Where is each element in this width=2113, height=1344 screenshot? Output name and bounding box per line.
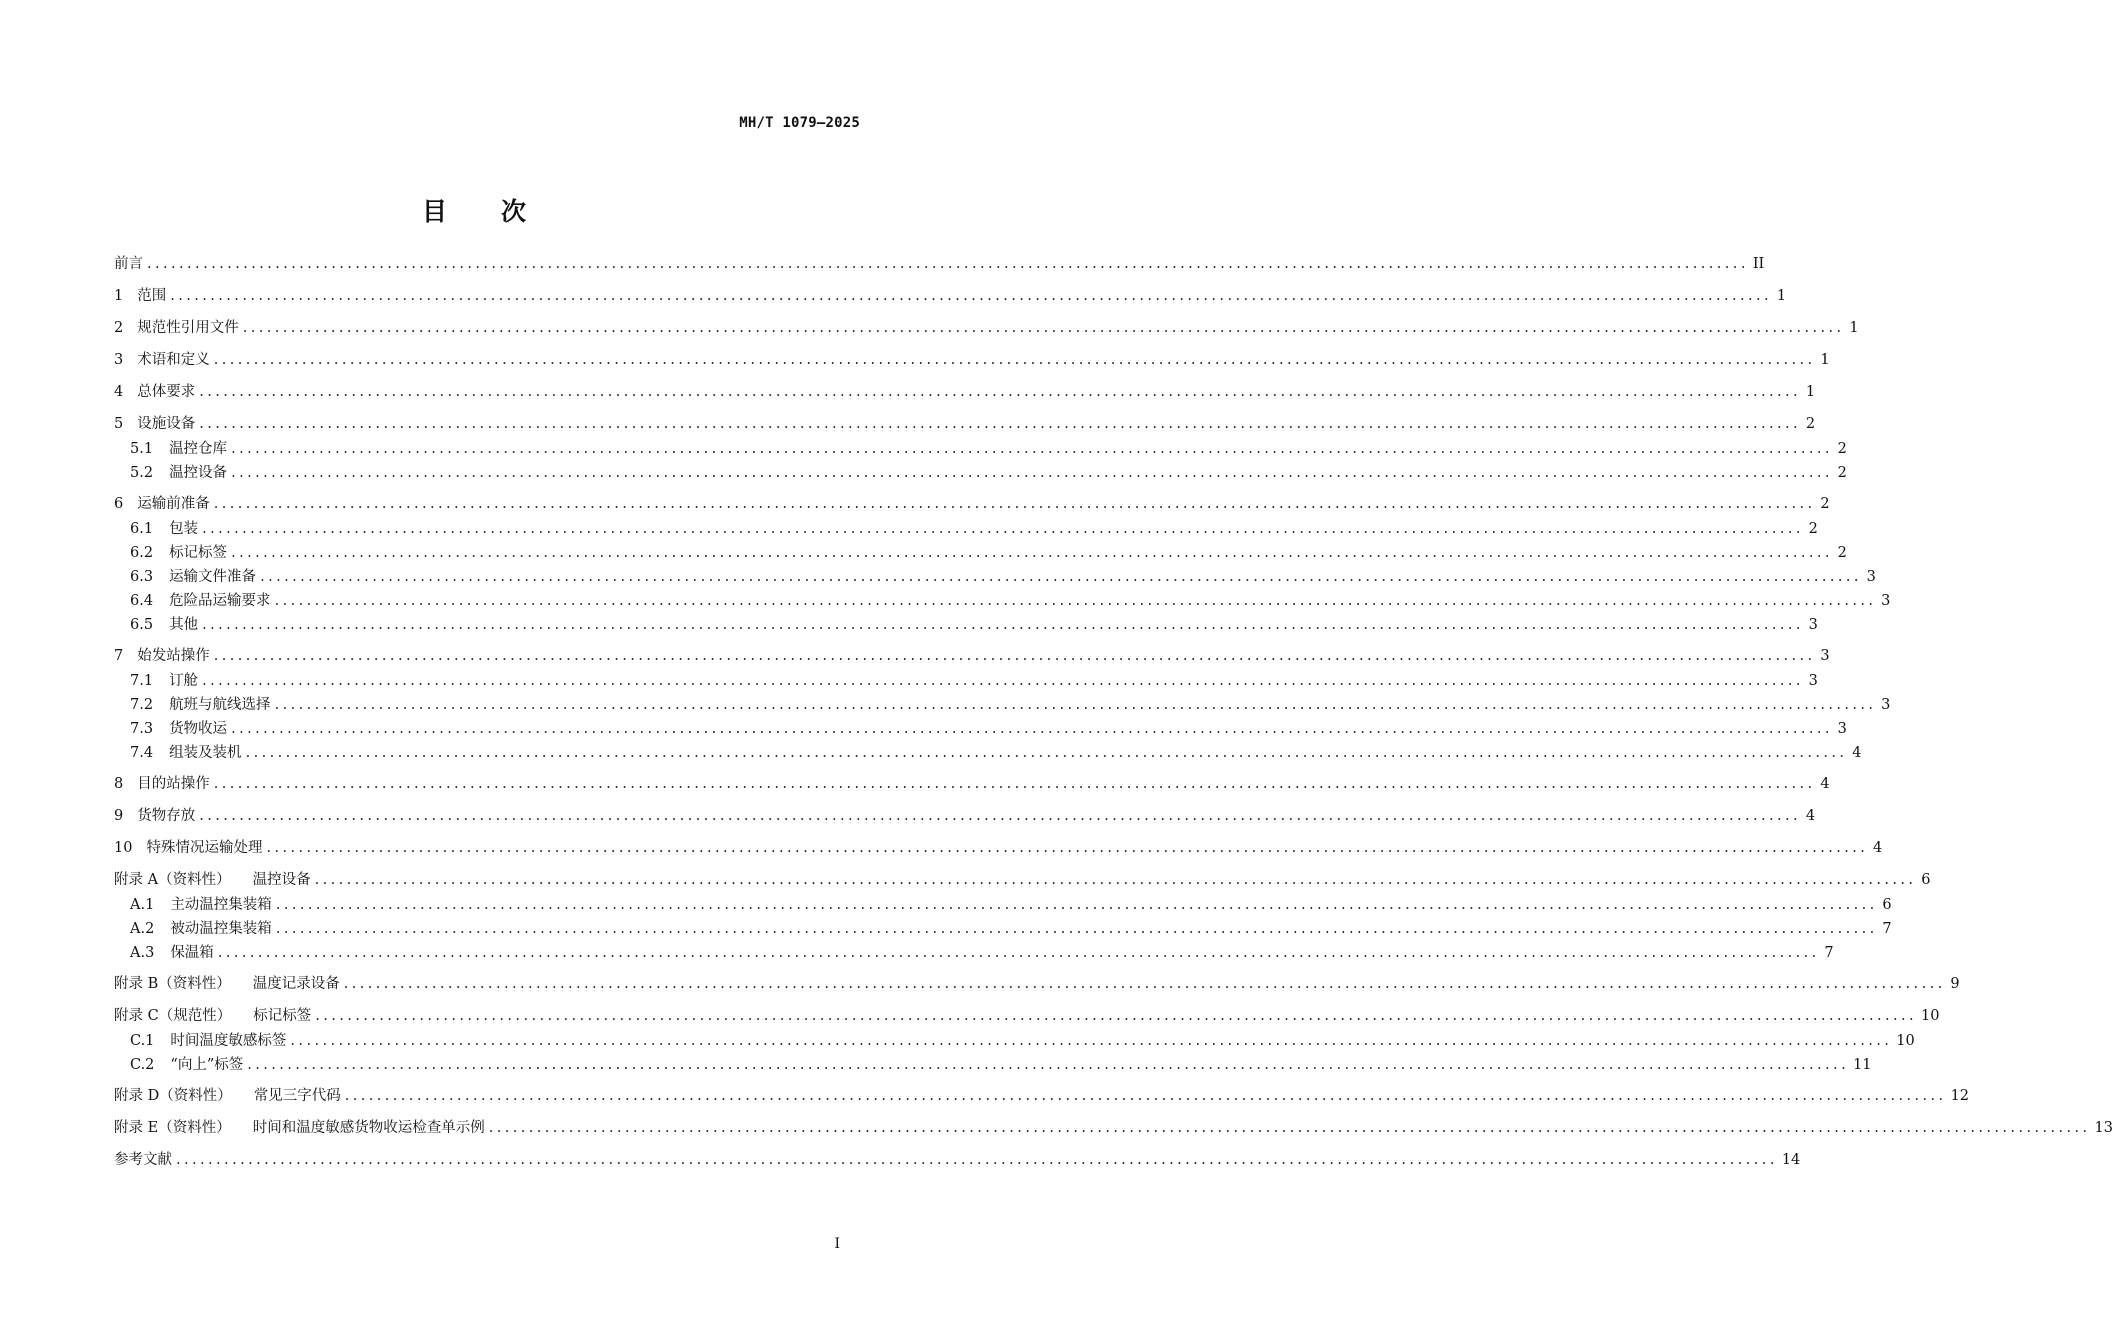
toc-entry-page: 2 bbox=[1808, 521, 1818, 537]
toc-entry-title: 主动温控集装箱 bbox=[170, 897, 272, 913]
toc-entry[interactable] bbox=[0, 350, 1830, 370]
toc-entry[interactable] bbox=[0, 543, 1847, 563]
toc-entry[interactable] bbox=[0, 414, 1816, 434]
toc-entry[interactable] bbox=[0, 646, 1830, 666]
toc-entry[interactable] bbox=[0, 743, 1862, 763]
toc-entry-title: 参考文献 bbox=[114, 1152, 172, 1168]
toc-entry-number: 5.1 bbox=[130, 441, 154, 457]
toc-entry-number: 7.4 bbox=[130, 745, 154, 761]
toc-entry[interactable] bbox=[0, 806, 1816, 826]
toc-entry-title: 设施设备 bbox=[137, 416, 196, 432]
toc-entry-number: 附录 E（资料性） bbox=[114, 1120, 231, 1136]
toc-leader-dots: ........................................................................................................................................................................................................ bbox=[176, 1152, 1778, 1168]
toc-entry[interactable] bbox=[0, 943, 1834, 963]
toc-entry[interactable] bbox=[0, 974, 1960, 994]
toc-entry-title: 始发站操作 bbox=[137, 648, 210, 664]
toc-leader-dots: ........................................................................................................................................................................................................ bbox=[344, 1088, 1947, 1104]
toc-leader-dots: ........................................................................................................................................................................................................ bbox=[275, 897, 1878, 913]
toc-entry-page: 4 bbox=[1805, 808, 1816, 824]
toc-entry[interactable] bbox=[0, 591, 1891, 611]
toc-leader-dots: ........................................................................................................................................................................................................ bbox=[199, 808, 1802, 824]
toc-leader-dots: ........................................................................................................................................................................................................ bbox=[245, 745, 1848, 761]
toc-entry-page: II bbox=[1752, 256, 1765, 272]
toc-entry-page: 1 bbox=[1776, 288, 1787, 304]
toc-entry[interactable] bbox=[0, 286, 1787, 306]
toc-entry-title: 温度记录设备 bbox=[252, 976, 340, 992]
toc-leader-dots: ........................................................................................................................................................................................................ bbox=[247, 1057, 1850, 1073]
toc-entry-number: C.1 bbox=[130, 1033, 155, 1049]
toc-leader-dots: ........................................................................................................................................................................................................ bbox=[199, 384, 1802, 400]
toc-entry-title: 包装 bbox=[169, 521, 199, 537]
toc-entry[interactable] bbox=[0, 439, 1847, 459]
toc-leader-dots: ........................................................................................................................................................................................................ bbox=[274, 697, 1877, 713]
toc-leader-dots: ........................................................................................................................................................................................................ bbox=[147, 256, 1749, 272]
toc-leader-dots: ........................................................................................................................................................................................................ bbox=[231, 465, 1833, 481]
toc-entry[interactable] bbox=[0, 671, 1818, 691]
toc-entry[interactable] bbox=[0, 382, 1816, 402]
toc-entry[interactable] bbox=[0, 1006, 1940, 1026]
toc-leader-dots: ........................................................................................................................................................................................................ bbox=[213, 648, 1816, 664]
toc-entry-page: 10 bbox=[1921, 1008, 1940, 1024]
toc-entry-page: 1 bbox=[1805, 384, 1816, 400]
toc-entry-page: 11 bbox=[1853, 1057, 1872, 1073]
toc-entry-title: 总体要求 bbox=[137, 384, 196, 400]
toc-entry-title: 运输前准备 bbox=[137, 496, 210, 512]
toc-title-char-2: 次 bbox=[501, 197, 529, 226]
toc-entry[interactable] bbox=[0, 463, 1847, 483]
toc-entry-number: 7.1 bbox=[130, 673, 154, 689]
toc-entry-title: 保温箱 bbox=[170, 945, 214, 961]
toc-entry-number: 附录 A（资料性） bbox=[114, 872, 231, 888]
toc-entry[interactable] bbox=[0, 1118, 2113, 1138]
toc-entry-page: 6 bbox=[1921, 872, 1931, 888]
toc-entry-title: 温控设备 bbox=[169, 465, 228, 481]
toc-entry-page: 7 bbox=[1882, 921, 1892, 937]
toc-leader-dots: ........................................................................................................................................................................................................ bbox=[199, 416, 1802, 432]
toc-entry-number: 5 bbox=[114, 416, 124, 432]
toc-entry-title: 目的站操作 bbox=[137, 776, 210, 792]
toc-entry-number: 附录 C（规范性） bbox=[114, 1008, 232, 1024]
toc-entry-title: 温控仓库 bbox=[169, 441, 228, 457]
toc-entry[interactable] bbox=[0, 615, 1818, 635]
toc-entry-number: 6.1 bbox=[130, 521, 154, 537]
toc-entry-page: 4 bbox=[1820, 776, 1830, 792]
toc-entry-number: 附录 D（资料性） bbox=[114, 1088, 232, 1104]
toc-entry-page: 1 bbox=[1849, 320, 1859, 336]
toc-entry-page: 7 bbox=[1824, 945, 1834, 961]
toc-entry-page: 9 bbox=[1950, 976, 1960, 992]
toc-entry-title: 标记标签 bbox=[253, 1008, 312, 1024]
toc-entry-number: C.2 bbox=[130, 1057, 155, 1073]
toc-leader-dots: ........................................................................................................................................................................................................ bbox=[275, 921, 1878, 937]
toc-entry-page: 1 bbox=[1820, 352, 1830, 368]
toc-entry-page: 14 bbox=[1781, 1152, 1801, 1168]
toc-entry-title: 被动温控集装箱 bbox=[170, 921, 272, 937]
toc-entry[interactable] bbox=[0, 719, 1847, 739]
toc-entry-number: 3 bbox=[114, 352, 124, 368]
toc-entry[interactable] bbox=[0, 1086, 1970, 1106]
page-number: I bbox=[834, 1236, 840, 1252]
toc-entry-number: 10 bbox=[114, 840, 133, 856]
toc-leader-dots: ........................................................................................................................................................................................................ bbox=[213, 496, 1816, 512]
toc-entry[interactable] bbox=[0, 1150, 1801, 1170]
toc-entry-title: “向上”标签 bbox=[170, 1057, 244, 1073]
toc-entry-number: 7.2 bbox=[130, 697, 154, 713]
toc-entry-number: 6.3 bbox=[130, 569, 154, 585]
toc-entry-number: 5.2 bbox=[130, 465, 154, 481]
toc-entry-page: 13 bbox=[2094, 1120, 2113, 1136]
toc-entry-page: 3 bbox=[1881, 593, 1891, 609]
toc-entry[interactable] bbox=[0, 695, 1891, 715]
toc-entry-number: 6.2 bbox=[130, 545, 154, 561]
toc-entry[interactable] bbox=[0, 919, 1892, 939]
toc-leader-dots: ........................................................................................................................................................................................................ bbox=[242, 320, 1845, 336]
standard-code: MH/T 1079—2025 bbox=[739, 115, 860, 131]
toc-entry-title: 时间和温度敏感货物收运检查单示例 bbox=[252, 1120, 485, 1136]
toc-leader-dots: ........................................................................................................................................................................................................ bbox=[315, 1008, 1918, 1024]
toc-entry[interactable] bbox=[0, 1055, 1872, 1075]
toc-entry-number: A.2 bbox=[130, 921, 155, 937]
toc-leader-dots: ........................................................................................................................................................................................................ bbox=[217, 945, 1820, 961]
toc-leader-dots: ........................................................................................................................................................................................................ bbox=[170, 288, 1773, 304]
toc-entry-number: 4 bbox=[114, 384, 124, 400]
toc-entry-page: 2 bbox=[1805, 416, 1816, 432]
toc-entry-title: 规范性引用文件 bbox=[137, 320, 239, 336]
toc-entry-page: 2 bbox=[1837, 545, 1847, 561]
toc-leader-dots: ........................................................................................................................................................................................................ bbox=[343, 976, 1946, 992]
toc-entry-title: 航班与航线选择 bbox=[169, 697, 271, 713]
toc-entry-page: 10 bbox=[1896, 1033, 1915, 1049]
toc-entry-page: 3 bbox=[1808, 673, 1818, 689]
toc-leader-dots: ........................................................................................................................................................................................................ bbox=[202, 521, 1804, 537]
toc-entry-number: 9 bbox=[114, 808, 124, 824]
toc-entry-page: 3 bbox=[1808, 617, 1818, 633]
toc-entry-page: 3 bbox=[1866, 569, 1876, 585]
toc-leader-dots: ........................................................................................................................................................................................................ bbox=[231, 441, 1833, 457]
toc-title bbox=[0, 192, 950, 228]
toc-leader-dots: ........................................................................................................................................................................................................ bbox=[213, 776, 1816, 792]
toc-entry-page: 3 bbox=[1837, 721, 1847, 737]
toc-entry-title: 术语和定义 bbox=[137, 352, 210, 368]
toc-entry-number: A.3 bbox=[130, 945, 155, 961]
toc-entry-number: 8 bbox=[114, 776, 124, 792]
toc-entry[interactable] bbox=[0, 318, 1859, 338]
toc-entry-page: 2 bbox=[1837, 465, 1847, 481]
toc-entry-title: 货物存放 bbox=[137, 808, 196, 824]
toc-entry-number: 1 bbox=[114, 288, 124, 304]
toc-entry-title: 时间温度敏感标签 bbox=[170, 1033, 287, 1049]
toc-leader-dots: ........................................................................................................................................................................................................ bbox=[231, 721, 1833, 737]
toc-entry-title: 标记标签 bbox=[169, 545, 228, 561]
toc-leader-dots: ........................................................................................................................................................................................................ bbox=[488, 1120, 2091, 1136]
toc-entry-title: 组装及装机 bbox=[169, 745, 242, 761]
toc-entry-title: 范围 bbox=[137, 288, 167, 304]
toc-entry-page: 2 bbox=[1837, 441, 1847, 457]
toc-entry[interactable] bbox=[0, 254, 1765, 274]
toc-entry-title: 常见三字代码 bbox=[253, 1088, 341, 1104]
toc-entry[interactable] bbox=[0, 494, 1830, 514]
toc-leader-dots: ........................................................................................................................................................................................................ bbox=[266, 840, 1869, 856]
toc-entry-title: 运输文件准备 bbox=[169, 569, 257, 585]
toc-entry[interactable] bbox=[0, 774, 1830, 794]
toc-entry-page: 3 bbox=[1881, 697, 1891, 713]
toc-entry-number: 2 bbox=[114, 320, 124, 336]
toc-title-char-1: 目 bbox=[421, 197, 449, 226]
toc-entry-page: 12 bbox=[1950, 1088, 1970, 1104]
toc-entry-title: 其他 bbox=[169, 617, 199, 633]
toc-entry-page: 6 bbox=[1882, 897, 1892, 913]
toc-entry-title: 订舱 bbox=[169, 673, 199, 689]
toc-leader-dots: ........................................................................................................................................................................................................ bbox=[260, 569, 1862, 585]
toc-entry[interactable] bbox=[0, 1031, 1915, 1051]
toc-entry-title: 货物收运 bbox=[169, 721, 228, 737]
toc-leader-dots: ........................................................................................................................................................................................................ bbox=[314, 872, 1917, 888]
toc-leader-dots: ........................................................................................................................................................................................................ bbox=[202, 617, 1804, 633]
toc-entry-page: 4 bbox=[1852, 745, 1862, 761]
toc-entry-number: A.1 bbox=[130, 897, 155, 913]
toc-leader-dots: ........................................................................................................................................................................................................ bbox=[231, 545, 1833, 561]
toc-entry-page: 2 bbox=[1820, 496, 1830, 512]
toc-entry-title: 温控设备 bbox=[252, 872, 311, 888]
toc-entry[interactable] bbox=[0, 895, 1892, 915]
toc-entry-number: 附录 B（资料性） bbox=[114, 976, 231, 992]
toc-entry[interactable] bbox=[0, 519, 1818, 539]
toc-leader-dots: ........................................................................................................................................................................................................ bbox=[290, 1033, 1893, 1049]
toc-entry[interactable] bbox=[0, 567, 1876, 587]
toc-entry-page: 4 bbox=[1873, 840, 1883, 856]
toc-entry-number: 6 bbox=[114, 496, 124, 512]
toc-leader-dots: ........................................................................................................................................................................................................ bbox=[274, 593, 1877, 609]
toc-leader-dots: ........................................................................................................................................................................................................ bbox=[213, 352, 1816, 368]
toc-entry[interactable] bbox=[0, 838, 1883, 858]
toc-entry-title: 特殊情况运输处理 bbox=[146, 840, 263, 856]
toc-entry-number: 6.4 bbox=[130, 593, 154, 609]
toc-entry-number: 7.3 bbox=[130, 721, 154, 737]
toc-leader-dots: ........................................................................................................................................................................................................ bbox=[202, 673, 1804, 689]
toc-entry-page: 3 bbox=[1820, 648, 1830, 664]
toc-entry-number: 7 bbox=[114, 648, 124, 664]
toc-entry-number: 6.5 bbox=[130, 617, 154, 633]
toc-entry-title: 危险品运输要求 bbox=[169, 593, 271, 609]
toc-entry-title: 前言 bbox=[114, 256, 143, 272]
toc-entry[interactable] bbox=[0, 870, 1931, 890]
